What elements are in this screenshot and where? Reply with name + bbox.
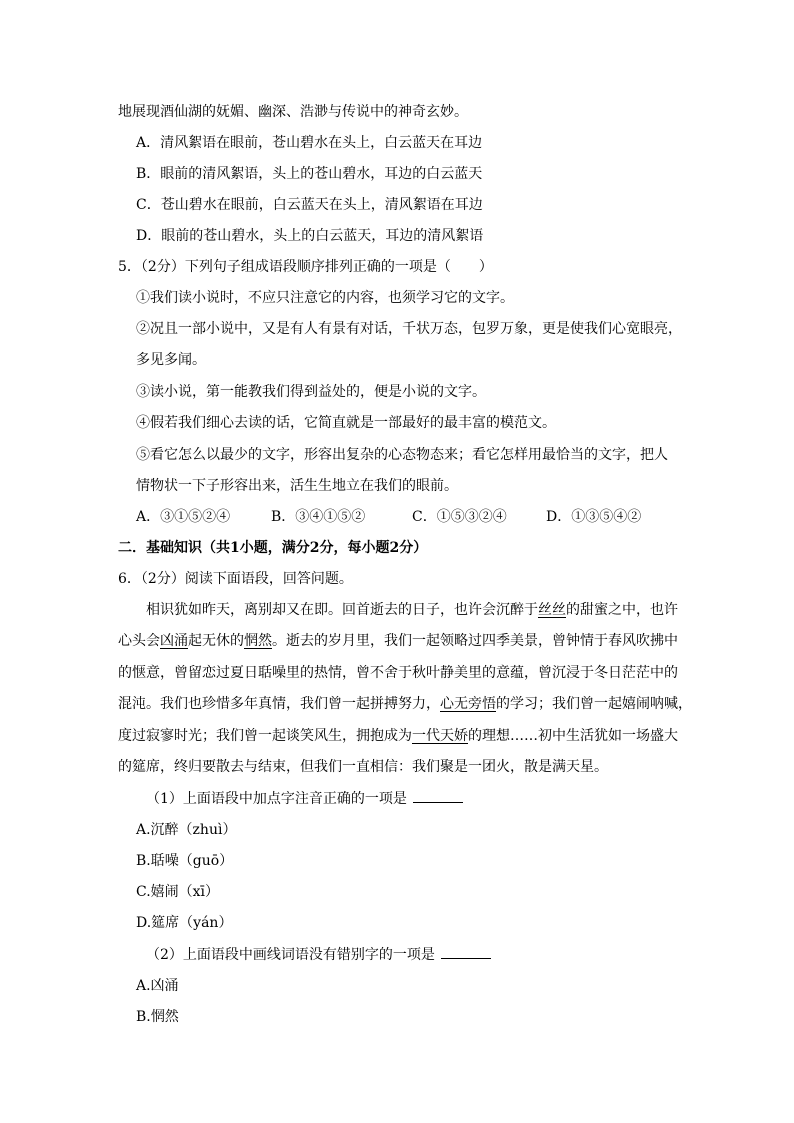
- q5-sentence-5a: ⑤看它怎么以最少的文字，形容出复杂的心态物态来；看它怎样用最恰当的文字，把人: [136, 447, 668, 463]
- q4-option-c: C．苍山碧水在眼前，白云蓝天在头上，清风絮语在耳边: [136, 197, 483, 213]
- q6-paragraph-line-2: [118, 631, 678, 651]
- q5-sentence-4: ④假若我们细心去读的话，它简直就是一部最好的最丰富的模范文。: [136, 415, 556, 431]
- underlined-word: 丝丝: [538, 602, 566, 618]
- section-heading: 二．基础知识（共1小题，满分2分，每小题2分）: [118, 540, 428, 556]
- text-run: 起无休的: [188, 633, 244, 649]
- answer-blank[interactable]: [413, 788, 463, 803]
- q6-sub1-option-c: C.嬉闹（xī）: [136, 884, 220, 900]
- q4-stem-end: 地展现酒仙湖的妩媚、幽深、浩渺与传说中的神奇玄妙。: [118, 104, 468, 120]
- q6-paragraph-line-4: [118, 694, 692, 714]
- q6-paragraph-line-6: 的筵席，终归要散去与结束，但我们一直相信：我们聚是一团火，散是满天星。: [118, 759, 608, 775]
- q4-option-b: B．眼前的清风絮语，头上的苍山碧水，耳边的白云蓝天: [136, 166, 483, 182]
- q5-sentence-1: ①我们读小说时，不应只注意它的内容，也须学习它的文字。: [136, 290, 514, 306]
- underlined-word: 惘然: [244, 633, 272, 649]
- q5-sentence-2a: ②况且一部小说中，又是有人有景有对话，千状万态，包罗万象，更是使我们心宽眼亮，: [136, 321, 682, 337]
- underlined-word: 凶涌: [160, 633, 188, 649]
- q6-sub1-option-b: B.聒噪（guō）: [136, 853, 234, 869]
- q5-option-a: A．③①⑤②④: [136, 509, 231, 525]
- underlined-word: 心无旁悟: [440, 696, 496, 712]
- q5-option-b: B．③④①⑤②: [271, 509, 366, 525]
- q4-option-d: D．眼前的苍山碧水，头上的白云蓝天，耳边的清风絮语: [136, 228, 484, 244]
- q6-paragraph-line-3: 的惬意，曾留恋过夏日聒噪里的热情，曾不舍于秋叶静美里的意蕴，曾沉浸于冬日茫茫中的: [118, 665, 678, 681]
- text-run: 度过寂寥时光；我们曾一起谈笑风生，拥抱成为: [118, 728, 412, 744]
- q6-sub2-option-a: A.凶涌: [136, 978, 179, 994]
- q5-option-c: C．①⑤③②④: [412, 509, 507, 525]
- text-run: 的甜蜜之中，也许: [566, 602, 678, 618]
- answer-blank[interactable]: [441, 944, 491, 959]
- q6-paragraph-line-1: [146, 600, 678, 620]
- text-run: 相识犹如昨天，离别却又在即。回首逝去的日子，也许会沉醉于: [146, 602, 538, 618]
- text-run: 的学习；我们曾一起嬉闹呐喊，: [496, 696, 692, 712]
- q6-sub1-option-a: A.沉醉（zhuì）: [136, 822, 237, 838]
- text-run: 心头会: [118, 633, 160, 649]
- q5-sentence-5b: 情物状一下子形容出来，活生生地立在我们的眼前。: [136, 478, 458, 494]
- q6-paragraph-line-5: [118, 726, 678, 746]
- q6-sub2-stem: [146, 944, 491, 964]
- q6-sub2-option-b: B.惘然: [136, 1009, 179, 1025]
- q5-sentence-2b: 多见多闻。: [136, 352, 206, 368]
- text-run: （1）上面语段中加点字注音正确的一项是: [146, 791, 407, 807]
- q5-stem: 5．（2分）下列句子组成语段顺序排列正确的一项是（ ）: [118, 259, 493, 275]
- q6-sub1-stem: [146, 788, 463, 808]
- text-run: 混沌。我们也珍惜多年真情，我们曾一起拼搏努力，: [118, 696, 440, 712]
- q5-sentence-3: ③读小说，第一能教我们得到益处的，便是小说的文字。: [136, 384, 486, 400]
- text-run: 的理想……初中生活犹如一场盛大: [468, 728, 678, 744]
- text-run: （2）上面语段中画线词语没有错别字的一项是: [146, 947, 435, 963]
- q5-option-d: D．①③⑤④②: [546, 509, 642, 525]
- q6-sub1-option-d: D.筵席（yán）: [136, 915, 233, 931]
- underlined-word: 一代天娇: [412, 728, 468, 744]
- q4-option-a: A．清风絮语在眼前，苍山碧水在头上，白云蓝天在耳边: [136, 135, 483, 151]
- text-run: 。逝去的岁月里，我们一起领略过四季美景，曾钟情于春风吹拂中: [272, 633, 678, 649]
- q6-stem: 6．（2分）阅读下面语段，回答问题。: [118, 571, 353, 587]
